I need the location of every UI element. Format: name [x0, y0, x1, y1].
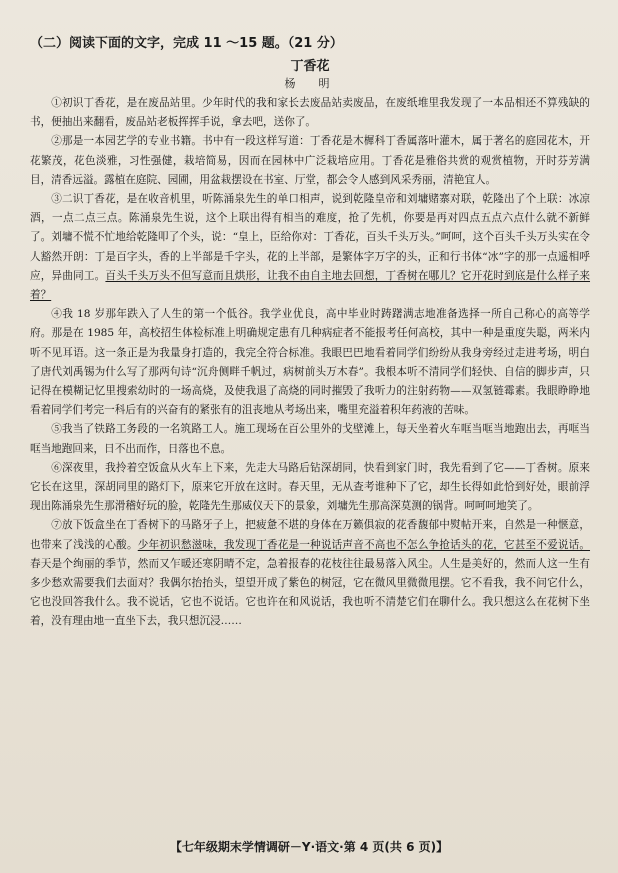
paragraph-2: ②那是一本园艺学的专业书籍。书中有一段这样写道：丁香花是木樨科丁香属落叶灌木，属于著名的庭园花木，开花繁茂，花色淡雅，习性强健，栽培简易，因而在园林中广泛栽培应用。丁香花是雅俗共赏的观赏植物，开时芬芳满目，清香远溢。露植在庭院、园圃，用盆栽摆设在书室、厅堂，都会令人感到风采秀丽，清艳宜人。: [30, 135, 590, 186]
article-body: [30, 94, 590, 632]
article-author: 杨 明: [284, 77, 336, 90]
paragraph-6: ⑥深夜里，我拎着空饭盒从火车上下来，先走大马路后钻深胡同，快看到家门时，我先看到了它——丁香树。原来它长在这里，深胡同里的路灯下，原来它开放在这时。春天里，无从查考谁种下了它，却生长得如此恰到好处，眼前浮现出陈涌泉先生那滑稽好玩的脸，乾隆先生那威仪天下的景象，刘墉先生那高深莫测的锅背。呵呵呵地笑了。: [30, 461, 590, 513]
paragraph-3: ③二识丁香花，是在收音机里，听陈涌泉先生的单口相声，说到乾隆皇帝和刘墉赌寨对联，乾隆出了个上联：冰凉酒，一点二点三点。陈涌泉先生说，这个上联出得有相当的难度，抢了先机，你要是再对四点五点六点什么就不新鲜了。刘墉不慌不忙地给乾隆叩了个头，说：“皇上，臣给你对：丁香花，百头千头万头。”呵呵，这个百头千头万头实在令人豁然开朗：丁是百字头，香的上半部是千字头，花的上半部，是繁体字万字的头，正和行书体“冰”字的那一点遥相呼应，异曲同工。百头千头万头不但写意而且烘形，让我不由自主地去回想，丁香树在哪儿？它开花时到底是什么样子来着？: [30, 193, 591, 302]
paragraph-1: ①初识丁香花，是在废品站里。少年时代的我和家长去废品站卖废品，在废纸堆里我发现了一本品相还不算残缺的书，便抽出来翻看，废品站老板挥挥手说，拿去吧，送你了。: [30, 97, 590, 129]
underlined-sentence-7: 少年初识愁滋味，我发现丁香花是一种说话声音不高也不怎么争抢话头的花，它甚至不爱说话。: [137, 538, 591, 551]
paragraph-7: ⑦放下饭盒坐在丁香树下的马路牙子上，把疲惫不堪的身体在万籁俱寂的花香馥郁中熨帖开来，自然是一种惬意，也带来了浅浅的心酸。少年初识愁滋味，我发现丁香花是一种说话声音不高也不怎么争抢话头的花，它甚至不爱说话。春天是个绚丽的季节，然而又乍暖还寒阴晴不定，急着报春的花枝往往最易落入风尘。人生是美好的，然而人这一生有多少愁欢需要我们去面对？我偶尔抬抬头，望望开成了紫色的树冠，它在微风里微微甩摆。它不看我，我不问它什么，它也没回答我什么。我不说话，它也不说话。它也许在和风说话，我也听不清楚它们在聊什么。我只想这么在花树下坐着，没有理由地一直坐下去，我只想沉浸……: [30, 519, 591, 628]
section-heading: （二）阅读下面的文字，完成 11 ～15 题。（21 分）: [30, 36, 343, 51]
article-title: 丁香花: [290, 59, 330, 74]
paragraph-4: ④我 18 岁那年跌入了人生的第一个低谷。我学业优良，高中毕业时踌躇满志地准备选择一所自己称心的高等学府。那是在 1985 年，高校招生体检标准上明确规定患有几种病症者不能报考任何高校，其中一种是重度失聪，两米内听不见耳语。这一条正是为我量身打造的，我完全符合标准。我眼巴巴地看着同学们纷纷从我身旁经过走进考场，明白了唐代刘禹锡为什么写了那两句诗“沉舟侧畔千帆过，病树前头万木春”。我根本听不清同学们轻快、自信的脚步声，只记得在模糊记忆里搜索幼时的一场高烧，及使我退了高烧的同时摧毁了我听力的注射药物——双氢链霉素。我眼睁睁地看着同学们考完一科后有的兴奋有的紧张有的沮丧地从考场出来，嘴里充溢着积年药液的苦味。: [30, 308, 590, 417]
paragraph-5: ⑤我当了铁路工务段的一名筑路工人。施工现场在百公里外的戈壁滩上，每天坐着火车哐当哐当地跑出去，再哐当哐当地跑回来，日不出而作，日落也不息。: [30, 423, 590, 455]
underlined-sentence-3: 百头千头万头不但写意而且烘形，让我不由自主地去回想，丁香树在哪儿？它开花时到底是什么样子来着？: [30, 269, 591, 302]
page-footer: 【七年级期末学情调研－Y·语文·第 4 页(共 6 页)】: [169, 840, 449, 854]
